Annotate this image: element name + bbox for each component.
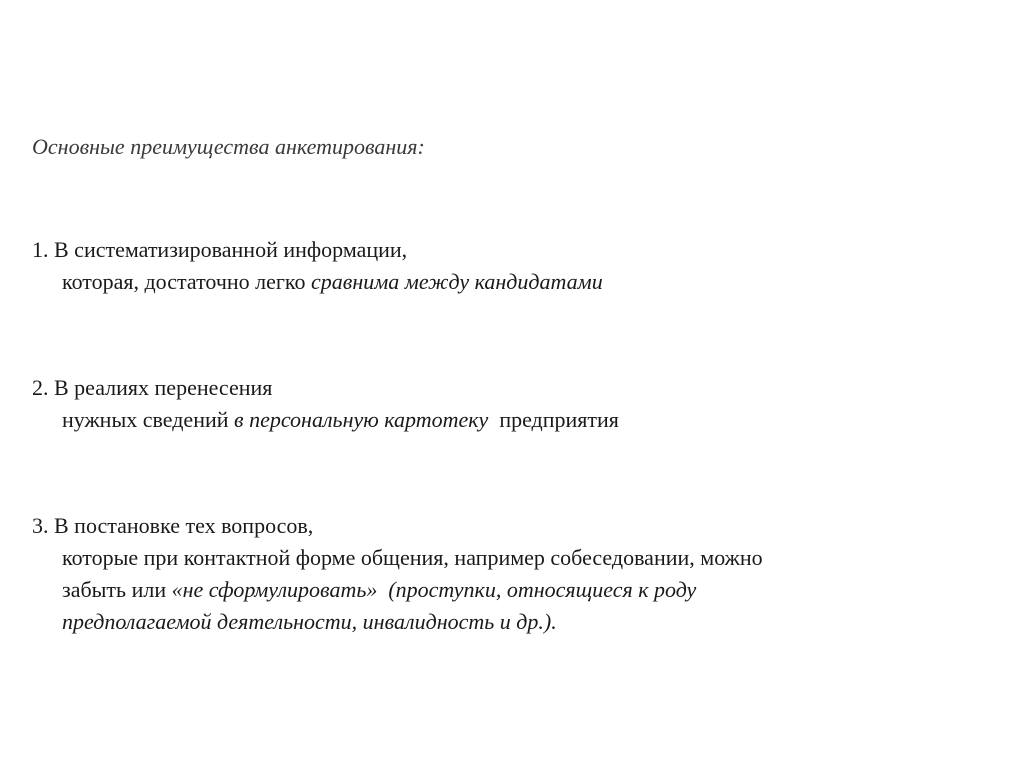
advantage-3-detail-line-3: предполагаемой деятельности, инвалидность и др.). [62, 609, 557, 634]
advantage-1-title: 1. В систематизированной информации, [32, 237, 408, 262]
advantage-2-detail [32, 404, 619, 436]
advantage-3-detail-italic: «не сформулировать» (проступки, относящиеся к роду [171, 577, 697, 602]
advantage-2-detail-italic: в персональную картотеку [234, 407, 489, 432]
advantage-item-2 [32, 372, 619, 436]
advantage-3-detail-line-2 [32, 574, 763, 606]
advantage-1-detail-plain: которая, достаточно легко [62, 269, 312, 294]
advantage-1-detail-italic: сравнима между кандидатами [311, 269, 603, 294]
advantage-3-detail-line-1: которые при контактной форме общения, например собеседовании, можно [62, 545, 763, 570]
advantage-3-detail-plain: забыть или [62, 577, 172, 602]
advantage-1-detail [32, 266, 603, 298]
advantage-2-detail-tail: предприятия [488, 407, 619, 432]
advantage-item-1 [32, 234, 603, 298]
advantage-2-title: 2. В реалиях перенесения [32, 375, 273, 400]
advantage-2-detail-plain: нужных сведений [62, 407, 235, 432]
advantage-3-title: 3. В постановке тех вопросов, [32, 513, 314, 538]
advantage-item-3 [32, 510, 763, 638]
slide-heading: Основные преимущества анкетирования: [32, 134, 425, 159]
